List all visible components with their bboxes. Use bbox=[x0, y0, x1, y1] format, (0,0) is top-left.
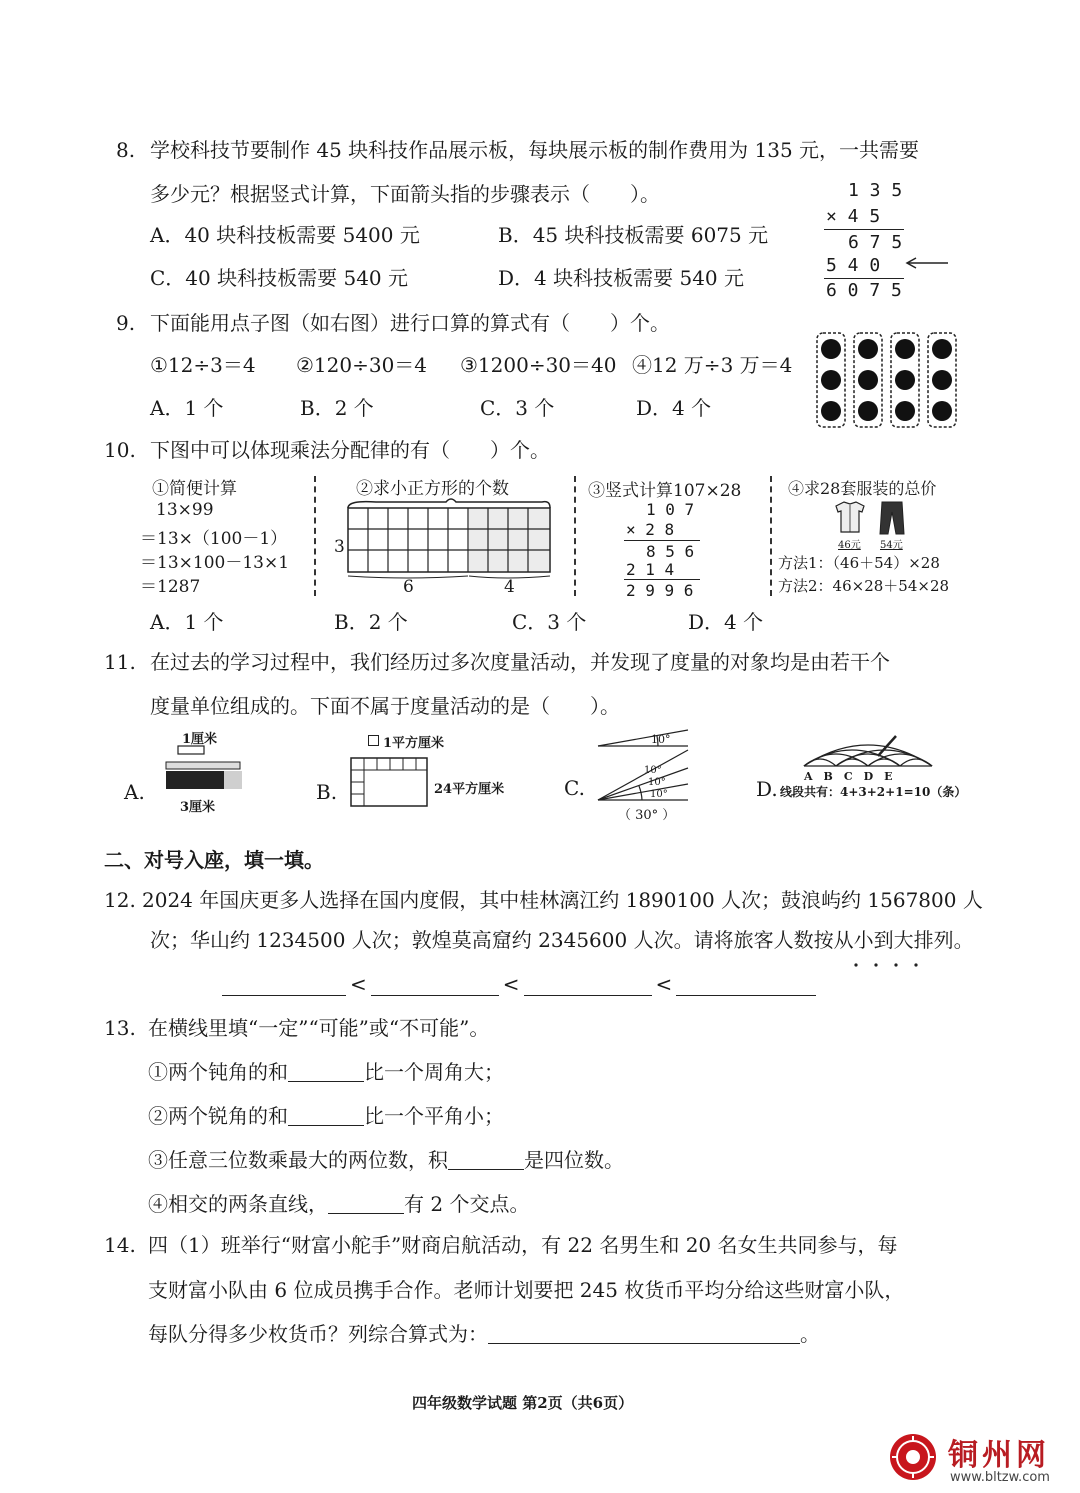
q10-p3-row3: 8 5 6 bbox=[646, 542, 695, 561]
q9-item-3: ③1200÷30＝40 bbox=[460, 353, 617, 377]
q10-p3-row5: 2 9 9 6 bbox=[626, 581, 694, 600]
section-2-heading: 二、对号入座，填一填。 bbox=[104, 848, 324, 872]
q10-p1-line4: ＝1287 bbox=[140, 577, 201, 597]
q8-calc-row3: 6 7 5 bbox=[848, 232, 903, 253]
q11-c-angle1: 10° bbox=[644, 765, 662, 776]
q9-number: 9. bbox=[116, 311, 136, 335]
q8-calc-row4: 5 4 0 bbox=[826, 255, 881, 276]
logo-name: 铜州网 bbox=[948, 1438, 1050, 1473]
q13-blank-3[interactable] bbox=[448, 1150, 524, 1170]
q10-text: 下图中可以体现乘法分配律的有（ ）个。 bbox=[150, 438, 550, 462]
q12-less-than-3: < bbox=[655, 972, 673, 996]
q11-text-line2: 度量单位组成的。下面不属于度量活动的是（ ）。 bbox=[150, 694, 620, 718]
q11-c-angle3: 10° bbox=[650, 789, 668, 800]
q9-option-c: C．3 个 bbox=[480, 396, 555, 420]
q13-blank-2[interactable] bbox=[288, 1106, 364, 1126]
q12-text-line2: 次；华山约 1234500 人次；敦煌莫高窟约 2345600 人次。请将旅客人数按从小到大排列。 bbox=[150, 928, 974, 952]
q11-d-points: A B C D E bbox=[804, 770, 893, 783]
q10-option-a: A．1 个 bbox=[150, 610, 224, 634]
q10-number: 10. bbox=[104, 438, 136, 462]
q10-separator-2 bbox=[574, 476, 576, 596]
q14-number: 14. bbox=[104, 1233, 136, 1257]
q13-text: 在横线里填“一定”“可能”或“不可能”。 bbox=[148, 1016, 490, 1040]
q10-p1-line2: ＝13×（100－1） bbox=[140, 529, 288, 549]
q12-less-than-1: < bbox=[350, 972, 367, 996]
q14-line3-b: 。 bbox=[800, 1322, 820, 1346]
q10-p2-title: ②求小正方形的个数 bbox=[356, 479, 509, 499]
q10-option-b: B．2 个 bbox=[334, 610, 408, 634]
q11-c-small-angle: 10° bbox=[651, 733, 671, 746]
q10-p4-method1: 方法1：（46＋54）×28 bbox=[778, 554, 940, 572]
q11-option-c-label: C. bbox=[564, 776, 585, 800]
q10-p4-title: ④求28套服装的总价 bbox=[788, 479, 937, 498]
clothing-icon bbox=[832, 500, 912, 536]
page-footer: 四年级数学试题 第2页（共6页） bbox=[412, 1394, 634, 1412]
q8-option-d: D．4 块科技板需要 540 元 bbox=[498, 266, 745, 290]
q8-calc-line1 bbox=[824, 229, 904, 230]
q12-less-than-2: < bbox=[502, 972, 520, 996]
q8-option-c: C．40 块科技板需要 540 元 bbox=[150, 266, 408, 290]
q10-p3-row2: × 2 8 bbox=[626, 520, 675, 539]
q11-text-line1: 在过去的学习过程中，我们经历过多次度量活动，并发现了度量的对象均是由若干个 bbox=[150, 650, 890, 674]
q13-item-3-b: 是四位数。 bbox=[524, 1148, 624, 1172]
q9-item-2: ②120÷30＝4 bbox=[296, 353, 428, 377]
q11-c-angle2: 10° bbox=[648, 777, 666, 788]
q10-p4-price1: 46元 bbox=[838, 540, 861, 551]
q14-text-line3 bbox=[148, 1324, 820, 1344]
q14-answer-blank[interactable] bbox=[488, 1324, 800, 1344]
q9-item-4: ④12 万÷3 万＝4 bbox=[632, 353, 793, 377]
seal-logo-icon bbox=[888, 1432, 938, 1482]
q11-option-d-label: D. bbox=[756, 777, 778, 801]
q10-separator-3 bbox=[770, 476, 772, 596]
q9-option-a: A．1 个 bbox=[150, 396, 224, 420]
q13-item-1-a: ①两个钝角的和 bbox=[148, 1060, 288, 1084]
q13-number: 13. bbox=[104, 1016, 136, 1040]
q8-calc-row5: 6 0 7 5 bbox=[826, 280, 902, 301]
q9-text: 下面能用点子图（如右图）进行口算的算式有（ ）个。 bbox=[150, 311, 670, 335]
q9-option-b: B．2 个 bbox=[300, 396, 374, 420]
q10-option-c: C．3 个 bbox=[512, 610, 587, 634]
q12-blank-3[interactable] bbox=[524, 976, 652, 996]
unit-square-icon bbox=[368, 735, 379, 746]
q13-item-4-b: 有 2 个交点。 bbox=[404, 1192, 530, 1216]
q13-blank-1[interactable] bbox=[288, 1062, 364, 1082]
q11-d-text: 线段共有：4+3+2+1=10（条） bbox=[780, 785, 967, 799]
q11-d-segment-diagram bbox=[798, 734, 938, 770]
q10-p2-bottom1: 6 bbox=[403, 577, 414, 597]
q10-p1-title: ①简便计算 bbox=[152, 479, 237, 499]
q10-p2-bottom2: 4 bbox=[504, 577, 515, 597]
arrow-left-icon bbox=[904, 256, 950, 270]
q12-answer-row bbox=[222, 972, 816, 994]
q10-p4-method2: 方法2：46×28＋54×28 bbox=[778, 577, 950, 595]
q13-item-2-b: 比一个平角小； bbox=[364, 1104, 504, 1128]
q8-text-line1: 学校科技节要制作 45 块科技作品展示板，每块展示板的制作费用为 135 元，一共需要 bbox=[150, 138, 920, 162]
q11-a-bottom-label: 3厘米 bbox=[180, 800, 216, 815]
q11-b-unit-label: 1平方厘米 bbox=[383, 736, 445, 751]
q10-p1-line3: ＝13×100－13×1 bbox=[140, 553, 290, 573]
q10-p3-line1 bbox=[624, 540, 700, 541]
q13-item-1 bbox=[148, 1062, 504, 1082]
q9-option-d: D．4 个 bbox=[636, 396, 712, 420]
q11-a-top-label: 1厘米 bbox=[182, 732, 218, 747]
q13-item-1-b: 比一个周角大； bbox=[364, 1060, 504, 1084]
q14-text-line1: 四（1）班举行“财富小舵手”财商启航活动，有 22 名男生和 20 名女生共同参与，每 bbox=[148, 1233, 898, 1257]
logo-url[interactable]: www.bltzw.com bbox=[950, 1470, 1050, 1485]
q8-option-b: B．45 块科技板需要 6075 元 bbox=[498, 223, 769, 247]
q9-item-1: ①12÷3＝4 bbox=[150, 353, 256, 377]
site-logo bbox=[888, 1430, 1076, 1490]
q8-calc-row1: 1 3 5 bbox=[848, 180, 903, 201]
q10-option-d: D．4 个 bbox=[688, 610, 764, 634]
q12-text-line1: 2024 年国庆更多人选择在国内度假，其中桂林漓江约 1890100 人次；鼓浪屿约 1567800 人 bbox=[142, 888, 983, 912]
q10-grid-diagram bbox=[346, 498, 556, 598]
dot-diagram bbox=[814, 330, 964, 430]
q8-text-line2: 多少元？根据竖式计算，下面箭头指的步骤表示（ ）。 bbox=[150, 182, 660, 206]
q11-b-area-diagram bbox=[350, 757, 430, 809]
q12-blank-4[interactable] bbox=[676, 976, 816, 996]
q10-p1-line1: 13×99 bbox=[156, 500, 214, 520]
q13-item-3-a: ③任意三位数乘最大的两位数，积 bbox=[148, 1148, 448, 1172]
q11-b-area-label: 24平方厘米 bbox=[434, 782, 505, 797]
q14-line3-a: 每队分得多少枚货币？列综合算式为： bbox=[148, 1322, 488, 1346]
q13-item-4 bbox=[148, 1194, 529, 1214]
q14-text-line2: 支财富小队由 6 位成员携手合作。老师计划要把 245 枚货币平均分给这些财富小队， bbox=[148, 1278, 905, 1302]
q10-p3-line2 bbox=[624, 579, 700, 580]
q13-item-4-a: ④相交的两条直线， bbox=[148, 1192, 328, 1216]
q11-c-total: （ 30° ） bbox=[618, 808, 676, 823]
q12-number: 12. bbox=[104, 888, 136, 912]
q11-number: 11. bbox=[104, 650, 136, 674]
q10-p3-title: ③竖式计算107×28 bbox=[588, 481, 742, 501]
q11-option-a-label: A. bbox=[124, 780, 145, 804]
q10-separator-1 bbox=[314, 476, 316, 596]
emphasis-dots bbox=[852, 950, 932, 974]
q12-blank-2[interactable] bbox=[371, 976, 499, 996]
q8-calc-row2: × 4 5 bbox=[826, 206, 881, 227]
q10-p2-side: 3 bbox=[334, 537, 345, 557]
q13-blank-4[interactable] bbox=[328, 1194, 404, 1214]
q11-option-b-label: B. bbox=[316, 780, 338, 804]
q8-option-a: A．40 块科技板需要 5400 元 bbox=[150, 223, 420, 247]
q10-p3-row4: 2 1 4 bbox=[626, 560, 675, 579]
q8-number: 8. bbox=[116, 138, 136, 162]
q10-p3-row1: 1 0 7 bbox=[646, 500, 695, 519]
q13-item-2 bbox=[148, 1106, 504, 1126]
q12-blank-1[interactable] bbox=[222, 976, 346, 996]
q11-c-angle-diagram bbox=[592, 728, 692, 804]
q13-item-3 bbox=[148, 1150, 624, 1170]
q8-calc-line2 bbox=[824, 278, 904, 279]
q11-a-ruler-diagram bbox=[164, 744, 248, 796]
q13-item-2-a: ②两个锐角的和 bbox=[148, 1104, 288, 1128]
q10-p4-price2: 54元 bbox=[880, 540, 903, 551]
